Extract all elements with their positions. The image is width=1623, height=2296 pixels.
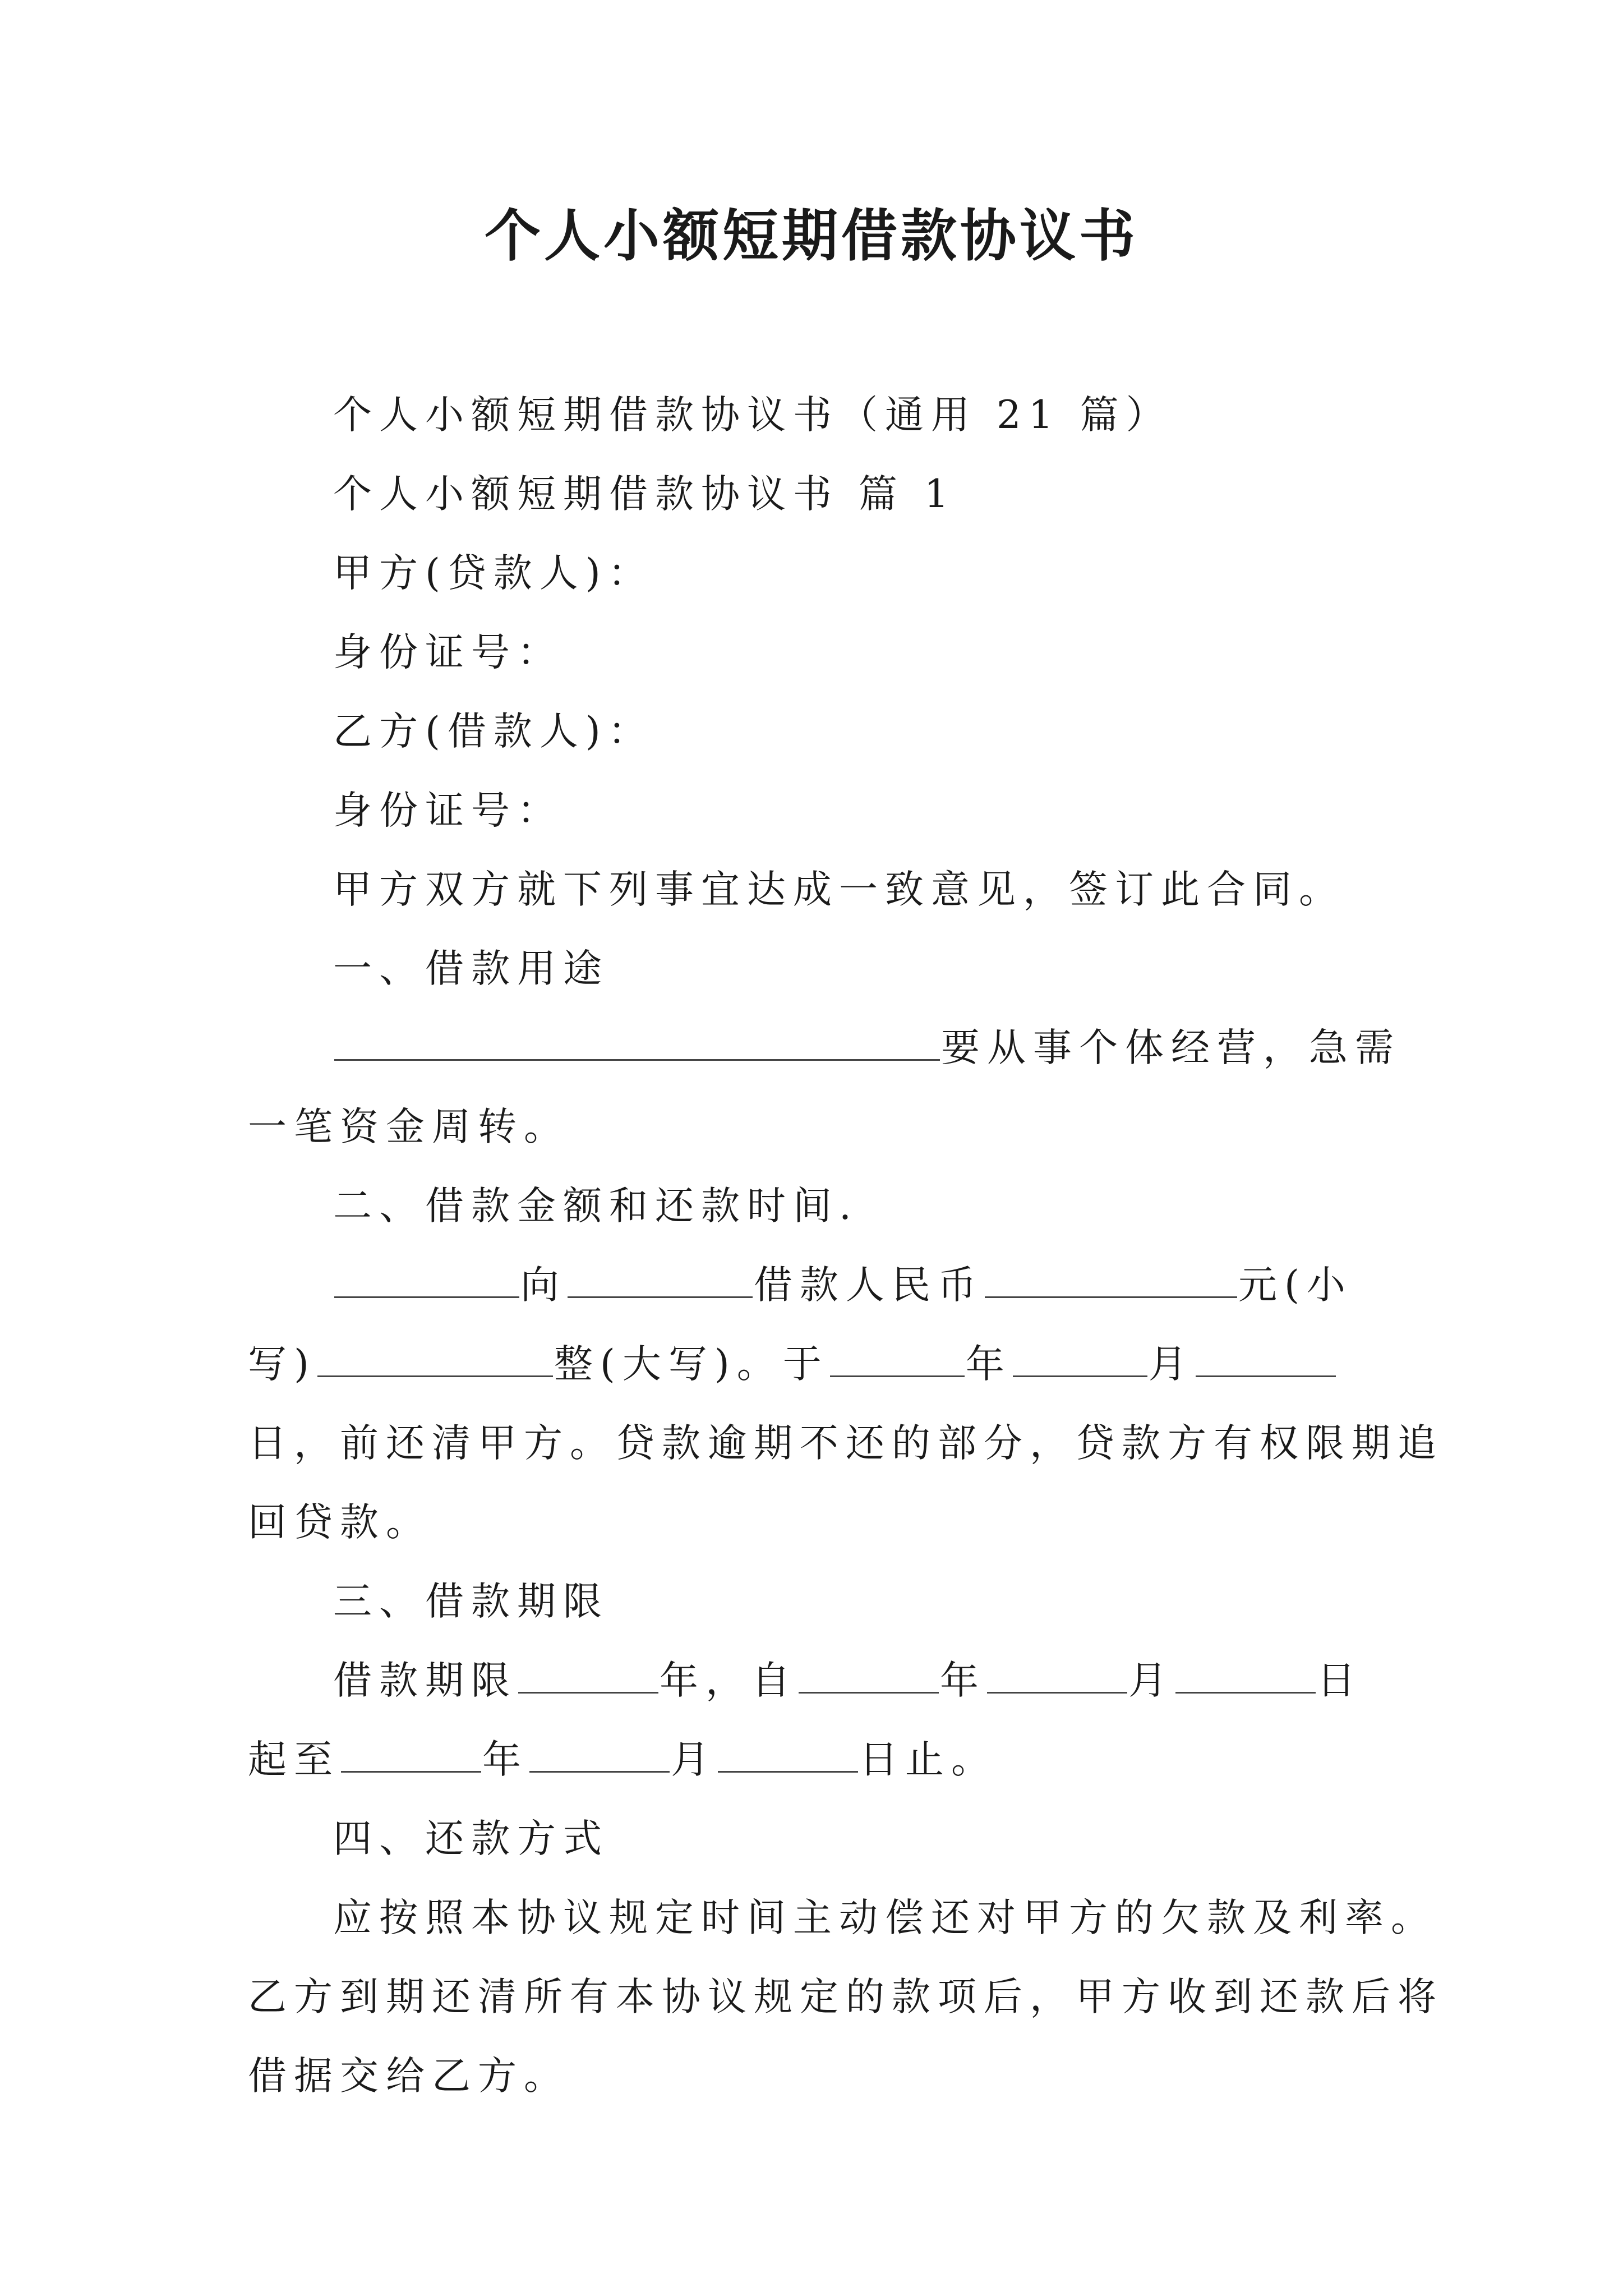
section-2-heading: 二、借款金额和还款时间. — [333, 1184, 859, 1228]
subtitle: 个人小额短期借款协议书（通用 21 篇） — [333, 393, 1172, 438]
part-heading: 个人小额短期借款协议书 篇 1 — [333, 472, 956, 517]
fill-blank — [317, 1332, 553, 1377]
text-yuan: 元(小 — [1238, 1263, 1353, 1308]
section-1-line-1 — [248, 1009, 1401, 1088]
fill-blank — [987, 1648, 1127, 1694]
section-1-text: 要从事个体经营，急需 — [941, 1025, 1401, 1070]
fill-blank — [341, 1727, 481, 1773]
party-a-label: 甲方(贷款人)： — [333, 551, 654, 596]
section-2-line-1 — [248, 1246, 1384, 1325]
section-2-line-4: 回贷款。 — [248, 1500, 432, 1545]
section-4-line-3: 借据交给乙方。 — [248, 2054, 570, 2099]
document-title: 个人小额短期借款协议书 — [485, 203, 1138, 269]
text-zheng: 整(大写)。于 — [554, 1342, 829, 1387]
text-xie: 写) — [248, 1342, 316, 1387]
intro-paragraph: 甲方双方就下列事宜达成一致意见，签订此合同。 — [333, 867, 1345, 912]
text-yue: 月 — [1148, 1342, 1195, 1387]
section-4-line-2: 乙方到期还清所有本协议规定的款项后，甲方收到还款后将 — [248, 1975, 1444, 2019]
section-1-line-2: 一笔资金周转。 — [248, 1105, 570, 1149]
fill-blank — [334, 1015, 940, 1061]
text-nian: 年 — [940, 1658, 986, 1703]
fill-blank — [568, 1253, 753, 1298]
fill-blank — [830, 1332, 965, 1377]
text-rizhi: 日止。 — [859, 1737, 997, 1782]
fill-blank — [718, 1727, 858, 1773]
fill-blank — [518, 1648, 658, 1694]
text-xiang: 向 — [520, 1263, 566, 1308]
section-4-heading: 四、还款方式 — [333, 1816, 609, 1861]
party-b-label: 乙方(借款人)： — [333, 709, 654, 754]
text-qizhi: 起至 — [248, 1737, 340, 1782]
fill-blank — [1196, 1332, 1336, 1377]
fill-blank — [529, 1727, 670, 1773]
section-2-line-2 — [248, 1325, 1384, 1404]
section-3-line-2 — [248, 1720, 1384, 1800]
text-yue: 月 — [671, 1737, 717, 1782]
section-2-line-3: 日，前还清甲方。贷款逾期不还的部分，贷款方有权限期追 — [248, 1421, 1444, 1466]
section-3-line-1 — [248, 1641, 1384, 1720]
id-number-a-label: 身份证号： — [333, 630, 563, 675]
section-1-heading: 一、借款用途 — [333, 946, 609, 991]
fill-blank — [799, 1648, 939, 1694]
text-qixian: 借款期限 — [333, 1658, 517, 1703]
fill-blank — [985, 1253, 1237, 1298]
fill-blank — [334, 1253, 519, 1298]
fill-blank — [1175, 1648, 1316, 1694]
text-nian: 年 — [482, 1737, 528, 1782]
document-body — [248, 376, 1444, 2116]
text-yue: 月 — [1128, 1658, 1174, 1703]
section-3-heading: 三、借款期限 — [333, 1579, 609, 1624]
id-number-b-label: 身份证号： — [333, 788, 563, 833]
section-4-line-1: 应按照本协议规定时间主动偿还对甲方的欠款及利率。 — [333, 1895, 1437, 1940]
text-nian-zi: 年，自 — [660, 1658, 797, 1703]
text-ri: 日 — [1317, 1658, 1363, 1703]
text-nian: 年 — [965, 1342, 1012, 1387]
fill-blank — [1013, 1332, 1147, 1377]
text-jiekuan: 借款人民币 — [754, 1263, 984, 1308]
